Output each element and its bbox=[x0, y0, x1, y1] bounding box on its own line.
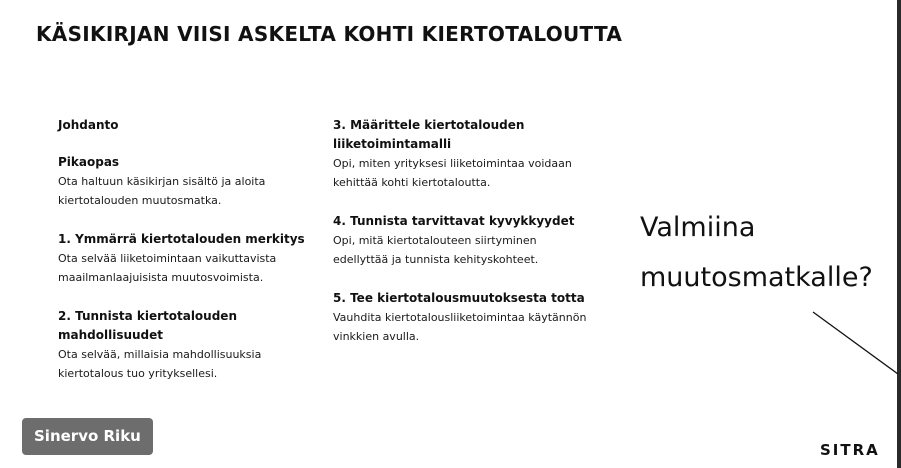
window-edge bbox=[897, 0, 901, 468]
section-text: Vauhdita kiertotalousliiketoimintaa käytännön vinkkien avulla. bbox=[333, 311, 587, 343]
decorative-line bbox=[810, 308, 900, 378]
section-step-4 bbox=[333, 212, 593, 269]
section-heading: 4. Tunnista tarvittavat kyvykkyydet bbox=[333, 214, 575, 228]
slide-title: KÄSIKIRJAN VIISI ASKELTA KOHTI KIERTOTALOUTTA bbox=[36, 22, 623, 46]
intro-heading: Johdanto bbox=[58, 118, 119, 132]
participant-name-badge: Sinervo Riku bbox=[22, 418, 153, 455]
section-heading: 5. Tee kiertotalousmuutoksesta totta bbox=[333, 291, 585, 305]
section-quickguide bbox=[58, 153, 318, 210]
section-text: Opi, mitä kiertotalouteen siirtyminen edellyttää ja tunnista kehityskohteet. bbox=[333, 234, 539, 266]
tagline: Valmiina muutosmatkalle? bbox=[640, 212, 873, 293]
section-step-2 bbox=[58, 307, 318, 383]
section-step-5 bbox=[333, 289, 593, 346]
section-heading: Pikaopas bbox=[58, 155, 120, 169]
section-step-3 bbox=[333, 116, 593, 192]
left-column bbox=[58, 116, 318, 403]
section-text: Ota selvää, millaisia mahdollisuuksia kiertotalous tuo yrityksellesi. bbox=[58, 348, 262, 380]
section-text: Ota haltuun käsikirjan sisältö ja aloita kiertotalouden muutosmatka. bbox=[58, 175, 266, 207]
section-heading: 1. Ymmärrä kiertotalouden merkitys bbox=[58, 232, 305, 246]
section-text: Ota selvää liiketoimintaan vaikuttavista maailmanlaajuisista muutosvoimista. bbox=[58, 252, 277, 284]
section-text: Opi, miten yrityksesi liiketoimintaa voidaan kehittää kohti kiertotaloutta. bbox=[333, 157, 572, 189]
section-heading: 3. Määrittele kiertotalouden liiketoimintamalli bbox=[333, 118, 525, 151]
section-heading: 2. Tunnista kiertotalouden mahdollisuudet bbox=[58, 309, 237, 342]
section-step-1 bbox=[58, 230, 318, 287]
middle-column bbox=[333, 116, 593, 366]
sitra-logo: SITRA bbox=[820, 441, 880, 459]
